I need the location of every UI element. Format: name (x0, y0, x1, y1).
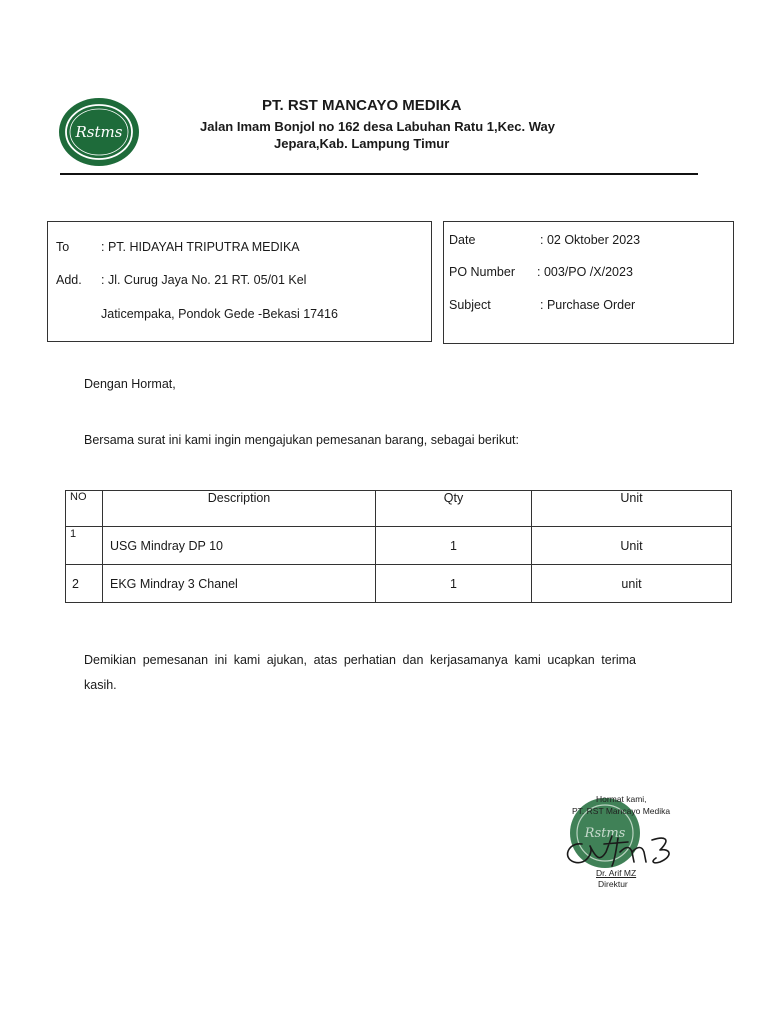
signature-greeting: Hormat kami, (596, 794, 647, 804)
header-qty: Qty (376, 491, 532, 527)
signature-company: PT. RST Mancayo Medika (572, 806, 671, 816)
logo-lettering: Rstms (75, 123, 123, 141)
to-label: To (56, 240, 70, 254)
company-name: PT. RST MANCAYO MEDIKA (262, 97, 462, 114)
header-description: Description (103, 491, 376, 527)
row-description: EKG Mindray 3 Chanel (103, 565, 376, 603)
subject-label: Subject (449, 298, 491, 312)
closing-text: Demikian pemesanan ini kami ajukan, atas perhatian dan kerjasamanya kami ucapkan terima kasih. (84, 653, 636, 692)
intro-text: Bersama surat ini kami ingin mengajukan pemesanan barang, sebagai berikut: (84, 433, 519, 447)
company-logo (58, 97, 140, 167)
company-address-line1: Jalan Imam Bonjol no 162 desa Labuhan Ratu 1,Kec. Way (200, 119, 555, 134)
address-value-line2: Jaticempaka, Pondok Gede -Bekasi 17416 (101, 307, 338, 321)
row-description: USG Mindray DP 10 (103, 527, 376, 565)
header-no: NO (66, 491, 103, 527)
row-qty: 1 (376, 565, 532, 603)
row-unit: unit (532, 565, 732, 603)
table-header-row (66, 491, 732, 527)
company-address (200, 118, 580, 152)
date-label: Date (449, 233, 476, 247)
signatory-name: Dr. Arif MZ (596, 868, 637, 878)
po-number-value: : 003/PO /X/2023 (537, 265, 633, 279)
row-qty: 1 (376, 527, 532, 565)
row-unit: Unit (532, 527, 732, 565)
row-no: 2 (66, 565, 103, 603)
row-no: 1 (66, 527, 103, 565)
subject-value: : Purchase Order (540, 298, 636, 312)
header-divider (60, 173, 698, 175)
po-number-label: PO Number (449, 265, 515, 279)
company-address-line2: Jepara,Kab. Lampung Timur (274, 136, 450, 151)
header-unit: Unit (532, 491, 732, 527)
address-value-line1: : Jl. Curug Jaya No. 21 RT. 05/01 Kel (101, 273, 307, 287)
signatory-title: Direktur (598, 879, 628, 889)
address-label: Add. (56, 273, 82, 287)
salutation: Dengan Hormat, (84, 377, 176, 391)
to-value: : PT. HIDAYAH TRIPUTRA MEDIKA (101, 240, 300, 254)
items-table (65, 490, 732, 603)
table-row (66, 565, 732, 603)
date-value: : 02 Oktober 2023 (540, 233, 641, 247)
stamp-lettering: Rstms (584, 826, 626, 841)
handwritten-signature (560, 822, 700, 872)
table-row (66, 527, 732, 565)
